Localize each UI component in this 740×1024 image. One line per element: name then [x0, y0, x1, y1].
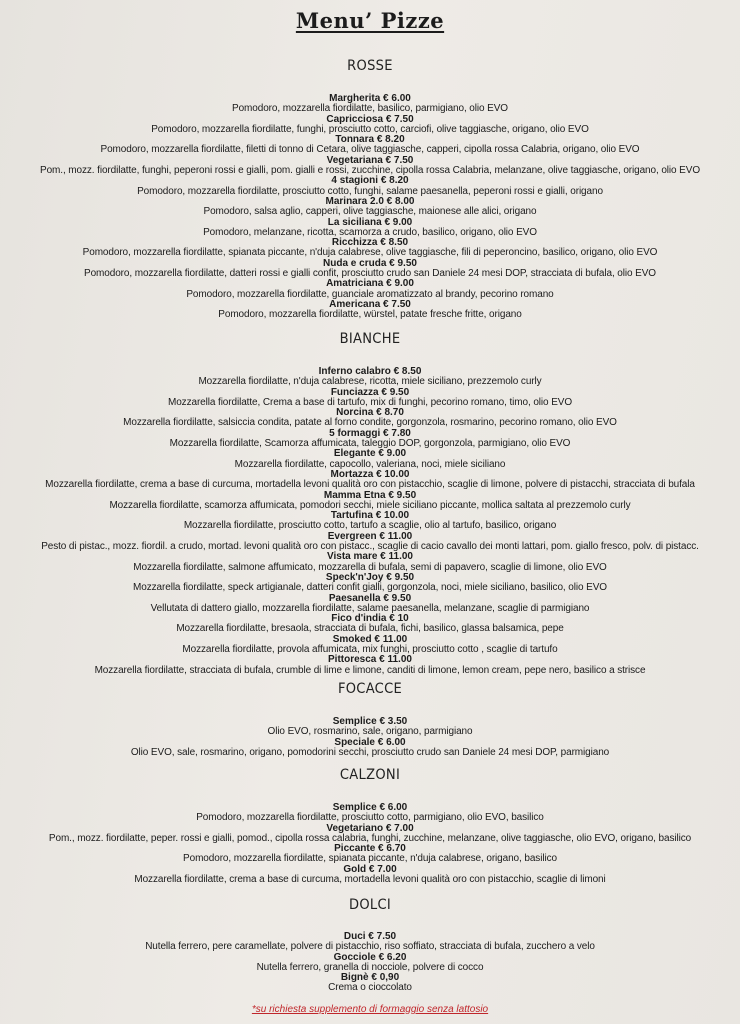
item-name: Mortazza € 10.00 — [330, 468, 410, 480]
items-calzoni — [0, 803, 740, 885]
item-name: Amatriciana € 9.00 — [326, 278, 414, 290]
item-desc: Olio EVO, sale, rosmarino, origano, pomodorini secchi, prosciutto crudo san Daniele 24 mesi DOP, parmigiano — [130, 746, 610, 758]
item-desc: Mozzarella fiordilatte, prosciutto cotto, tartufo a scaglie, olio al tartufo, basilico, origano — [183, 520, 557, 532]
item-name: Tonnara € 8.20 — [335, 134, 405, 146]
item-name: Duci € 7.50 — [343, 931, 397, 942]
section-title: DOLCI — [348, 897, 392, 913]
item-desc: Pomodoro, mozzarella fiordilatte, guanciale aromatizzato al brandy, pecorino romano — [186, 288, 554, 300]
item-name: Speciale € 6.00 — [334, 736, 406, 748]
item-desc: Mozzarella fiordilatte, stracciata di bufala, crumble di lime e limone, canditi di limone, lemon cream, pepe nero, basilico a strisce — [94, 664, 646, 676]
item-name: Semplice € 3.50 — [332, 716, 408, 727]
item-desc: Mozzarella fiordilatte, capocollo, valeriana, noci, miele siciliano — [234, 458, 506, 470]
item-desc: Mozzarella fiordilatte, bresaola, stracciata di bufala, fichi, basilico, glassa balsamica, pepe — [176, 623, 564, 635]
item-name: Mamma Etna € 9.50 — [323, 489, 417, 501]
item-desc: Pomodoro, mozzarella fiordilatte, würstel, patate fresche fritte, origano — [218, 309, 522, 321]
item-name: Tartufina € 10.00 — [330, 510, 410, 522]
items-focacce — [0, 717, 740, 758]
items-bianche — [0, 367, 740, 676]
item-desc: Olio EVO, rosmarino, sale, origano, parmigiano — [267, 726, 473, 738]
item-desc: Pomodoro, mozzarella fiordilatte, prosciutto cotto, funghi, salame paesanella, peperoni rossi e gialli, origano — [137, 185, 603, 197]
item-name: 5 formaggi € 7.80 — [329, 427, 411, 439]
item-desc: Mozzarella fiordilatte, crema a base di curcuma, mortadella levoni qualità oro con pistacchio, scaglie di limone, polvere di pistacchi, stracciata di bufala — [45, 479, 695, 491]
item-desc: Pomodoro, mozzarella fiordilatte, datteri rossi e gialli confit, prosciutto crudo san Daniele 24 mesi DOP, stracciata di bufala, olio EVO — [84, 268, 656, 280]
item-name: Norcina € 8.70 — [336, 407, 404, 419]
item-name: Fico d'india € 10 — [331, 613, 409, 625]
section-title: FOCACCE — [337, 681, 403, 697]
item-desc: Mozzarella fiordilatte, scamorza affumicata, pomodori secchi, miele siciliano piccante, mollica saltata al prezzemolo curly — [109, 499, 631, 511]
item-desc: Pesto di pistac., mozz. fiordil. a crudo, mortad. levoni qualità oro con pistacc., scaglie di cacio cavallo dei monti lattari, pom. giallo fresco, polv. di pistacc. — [41, 541, 699, 553]
menu-title: Menu’ Pizze — [295, 8, 445, 33]
item-desc: Pomodoro, mozzarella fiordilatte, filetti di tonno di Cetara, olive taggiasche, capperi, cipolla rossa Calabria, origano, olio EVO — [100, 144, 640, 156]
item-name: Bignè € 0,90 — [340, 972, 400, 984]
item-name: Gold € 7.00 — [343, 863, 397, 875]
item-name: Pittoresca € 11.00 — [328, 654, 412, 666]
item-name: Semplice € 6.00 — [332, 802, 408, 813]
item-name: Paesanella € 9.50 — [328, 592, 412, 604]
footnote-text: *su richiesta supplemento di formaggio senza lattosio — [251, 1004, 489, 1015]
item-desc: Pomodoro, salsa aglio, capperi, olive taggiasche, maionese alle alici, origano — [203, 206, 537, 218]
item-desc: Pomodoro, mozzarella fiordilatte, funghi, prosciutto cotto, carciofi, olive taggiasche, origano, olio EVO — [151, 123, 589, 135]
section-title: CALZONI — [339, 767, 401, 783]
item-name: 4 stagioni € 8.20 — [331, 175, 409, 187]
item-name: Inferno calabro € 8.50 — [318, 366, 422, 377]
item-name: Marinara 2.0 € 8.00 — [325, 195, 415, 207]
item-name: Vegetariano € 7.00 — [326, 822, 414, 834]
item-name: Funciazza € 9.50 — [330, 386, 410, 398]
item-desc: Pomodoro, mozzarella fiordilatte, spianata piccante, n'duja calabrese, origano, basilico — [183, 853, 557, 865]
item-desc: Nutella ferrero, pere caramellate, polvere di pistacchio, riso soffiato, stracciata di bufala, zucchero a velo — [145, 941, 595, 953]
item-name: La siciliana € 9.00 — [327, 216, 413, 228]
item-desc: Mozzarella fiordilatte, provola affumicata, mix funghi, prosciutto cotto , scaglie di tartufo — [182, 644, 558, 656]
item-desc: Vellutata di dattero giallo, mozzarella fiordilatte, salame paesanella, melanzane, scaglie di parmigiano — [150, 602, 590, 614]
item-desc: Pom., mozz. fiordilatte, funghi, peperoni rossi e gialli, pom. gialli e rossi, zucchine, cipolla rossa Calabria, melanzane, olive taggiasche, origano, olio EVO — [40, 165, 700, 177]
item-name: Margherita € 6.00 — [329, 93, 411, 104]
footnote — [0, 1004, 740, 1015]
item-name: Gocciole € 6.20 — [333, 951, 407, 963]
item-name: Capricciosa € 7.50 — [326, 113, 414, 125]
item-desc: Pom., mozz. fiordilatte, peper. rossi e gialli, pomod., cipolla rossa calabria, funghi, zucchine, melanzane, olive taggiasche, olio EVO, origano, basilico — [48, 832, 692, 844]
item-desc: Pomodoro, mozzarella fiordilatte, basilico, parmigiano, olio EVO — [232, 103, 508, 115]
item-desc: Pomodoro, melanzane, ricotta, scamorza a crudo, basilico, origano, olio EVO — [203, 226, 537, 238]
item-name: Vista mare € 11.00 — [327, 551, 413, 563]
item-name: Speck'n'Joy € 9.50 — [325, 571, 415, 583]
item-name: Ricchizza € 8.50 — [331, 237, 409, 249]
item-name: Evergreen € 11.00 — [327, 530, 413, 542]
section-title: ROSSE — [347, 58, 393, 74]
item-desc: Nutella ferrero, granella di nocciole, polvere di cocco — [256, 961, 484, 973]
item-desc: Pomodoro, mozzarella fiordilatte, prosciutto cotto, parmigiano, olio EVO, basilico — [196, 812, 544, 824]
item-desc: Mozzarella fiordilatte, n'duja calabrese, ricotta, miele siciliano, prezzemolo curly — [198, 376, 542, 388]
item-desc: Mozzarella fiordilatte, speck artigianale, datteri confit gialli, gorgonzola, noci, miele siciliano, basilico, olio EVO — [133, 582, 607, 594]
item-desc: Mozzarella fiordilatte, Scamorza affumicata, taleggio DOP, gorgonzola, parmigiano, olio EVO — [169, 438, 571, 450]
items-rosse — [0, 94, 740, 321]
item-name: Smoked € 11.00 — [332, 633, 408, 645]
items-dolci — [0, 932, 740, 994]
item-name: Americana € 7.50 — [329, 298, 411, 310]
item-name: Piccante € 6.70 — [334, 843, 406, 855]
item-desc: Mozzarella fiordilatte, Crema a base di tartufo, mix di funghi, pecorino romano, timo, olio EVO — [167, 396, 573, 408]
item-desc: Mozzarella fiordilatte, salmone affumicato, mozzarella di bufala, semi di papavero, scaglie di limone, olio EVO — [133, 561, 607, 573]
item-desc: Pomodoro, mozzarella fiordilatte, spianata piccante, n'duja calabrese, olive taggiasche, fili di peperoncino, basilico, origano, olio EVO — [82, 247, 658, 259]
item-name: Nuda e cruda € 9.50 — [323, 257, 417, 269]
item-desc: Mozzarella fiordilatte, salsiccia condita, patate al forno condite, gorgonzola, rosmarino, pecorino romano, olio EVO — [123, 417, 617, 429]
item-name: Vegetariana € 7.50 — [326, 154, 414, 166]
item-desc: Crema o cioccolato — [328, 982, 412, 994]
item-desc: Mozzarella fiordilatte, crema a base di curcuma, mortadella levoni qualità oro con pistacchio, scaglie di limoni — [134, 874, 606, 886]
section-title: BIANCHE — [339, 331, 401, 347]
item-name: Elegante € 9.00 — [333, 448, 407, 460]
